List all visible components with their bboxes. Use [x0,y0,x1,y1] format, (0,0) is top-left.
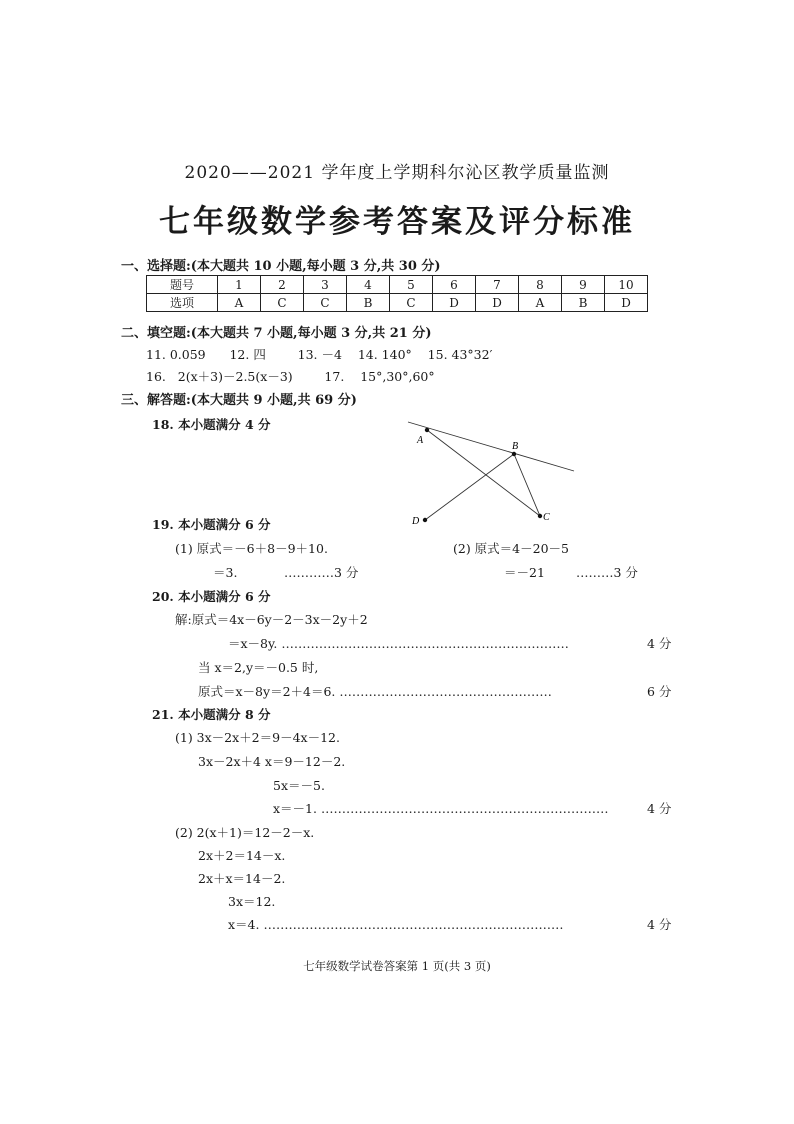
q20-line2: ＝x－8y. …………………………………………………………… [228,636,569,651]
section3-heading: 三、解答题:(本大题共 9 小题,共 69 分) [121,393,357,408]
table-cell: A [218,294,261,312]
point-c [538,514,542,518]
q21-p1-line3: 5x＝－5. [273,778,325,793]
table-cell: 5 [390,276,433,294]
fill-answers-line1: 11. 0.059 12. 四 13. －4 14. 140° 15. 43°32′ [146,347,493,362]
table-row-answers [147,294,648,312]
q21-title: 21. 本小题满分 8 分 [152,707,271,722]
q20-line4: 原式＝x－8y＝2＋4＝6. …………………………………………… [198,684,552,699]
table-cell: 9 [562,276,605,294]
table-cell: D [476,294,519,312]
q21-p2-line1: (2) 2(x＋1)＝12－2－x. [175,825,315,840]
q21-p1-line1: (1) 3x－2x＋2＝9－4x－12. [175,730,340,745]
page-footer: 七年级数学试卷答案第 1 页(共 3 页) [303,959,491,973]
point-b [512,452,516,456]
table-row-numbers [147,276,648,294]
q20-score2: 6 分 [647,684,672,699]
point-a [425,428,429,432]
table-cell: 2 [261,276,304,294]
page-title: 七年级数学参考答案及评分标准 [159,204,635,240]
q19-part1-score: …………3 分 [284,565,359,580]
exam-subtitle: 2020——2021 学年度上学期科尔沁区教学质量监测 [184,163,610,183]
q19-part2-line1: (2) 原式＝4－20－5 [453,541,569,556]
geometry-figure [398,412,588,542]
answer-table [146,275,648,312]
segment-ac [427,430,540,516]
q19-title: 19. 本小题满分 6 分 [152,517,271,532]
q20-line1: 解:原式＝4x－6y－2－3x－2y＋2 [175,612,368,627]
table-cell: 10 [605,276,648,294]
table-cell: B [562,294,605,312]
q19-part1-line1: (1) 原式＝－6＋8－9＋10. [175,541,328,556]
table-cell: 3 [304,276,347,294]
q21-p1-line4: x＝－1. …………………………………………………………… [273,801,609,816]
q19-part2-score: ………3 分 [576,565,638,580]
q21-p2-line3: 2x＋x＝14－2. [198,871,286,886]
q20-title: 20. 本小题满分 6 分 [152,589,271,604]
table-cell: D [605,294,648,312]
table-cell: 7 [476,276,519,294]
section1-heading: 一、选择题:(本大题共 10 小题,每小题 3 分,共 30 分) [121,259,441,274]
q21-p2-score: 4 分 [647,917,672,932]
fill-answers-line2: 16. 2(x＋3)－2.5(x－3) 17. 15°,30°,60° [146,369,435,384]
q20-score1: 4 分 [647,636,672,651]
table-cell: C [261,294,304,312]
table-cell: 1 [218,276,261,294]
q21-p2-line4: 3x＝12. [228,894,276,909]
table-cell: C [390,294,433,312]
point-d [423,518,427,522]
q18-title: 18. 本小题满分 4 分 [152,417,271,432]
q19-part1-line2: ＝3. [213,565,238,580]
line-ab [408,422,574,471]
q21-p2-line5: x＝4. ……………………………………………………………… [228,917,564,932]
table-cell: 8 [519,276,562,294]
label-c: C [543,512,550,523]
row-label-number: 题号 [147,276,218,294]
row-label-option: 选项 [147,294,218,312]
q21-p2-line2: 2x＋2＝14－x. [198,848,286,863]
q21-p1-line2: 3x－2x＋4 x＝9－12－2. [198,754,346,769]
table-cell: 6 [433,276,476,294]
table-cell: D [433,294,476,312]
segment-bc [514,454,540,516]
label-a: A [417,435,424,446]
q19-part2-line2: ＝－21 [504,565,545,580]
label-b: B [512,441,519,452]
q20-line3: 当 x＝2,y＝－0.5 时, [198,660,319,675]
table-cell: 4 [347,276,390,294]
table-cell: C [304,294,347,312]
table-cell: A [519,294,562,312]
segment-db [425,454,514,520]
table-cell: B [347,294,390,312]
label-d: D [412,516,420,527]
q21-p1-score: 4 分 [647,801,672,816]
section2-heading: 二、填空题:(本大题共 7 小题,每小题 3 分,共 21 分) [121,326,432,341]
